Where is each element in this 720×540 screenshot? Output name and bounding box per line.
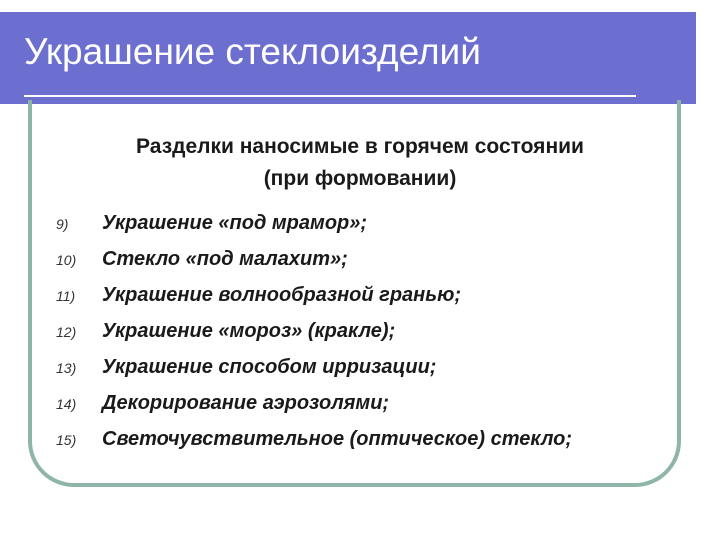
list-item (56, 314, 592, 350)
list-item (56, 350, 592, 386)
list-item-text: Светочувствительное (оптическое) стекло; (102, 428, 573, 450)
title-underline (24, 95, 636, 97)
list-item-number: 13) (56, 360, 77, 376)
list-item-number: 14) (56, 396, 77, 412)
list-item-number: 10) (56, 252, 77, 268)
list-item-number: 9) (56, 216, 69, 232)
list-item (56, 278, 592, 314)
slide-subtitle (60, 131, 660, 195)
list-item (56, 206, 592, 242)
list-item-text: Украшение «мороз» (кракле); (102, 320, 396, 342)
subtitle-line-2: (при формовании) (263, 167, 457, 190)
list-item-text: Украшение способом ирризации; (102, 356, 437, 378)
slide-title: Украшение стеклоизделий (24, 31, 481, 72)
list-item (56, 242, 592, 278)
decoration-list (56, 206, 592, 458)
list-item (56, 422, 592, 458)
list-item-number: 15) (56, 432, 77, 448)
subtitle-line-1: Разделки наносимые в горячем состоянии (136, 135, 584, 158)
list-item-text: Стекло «под малахит»; (102, 248, 348, 270)
list-item-text: Украшение волнообразной гранью; (102, 284, 462, 306)
list-item (56, 386, 592, 422)
list-item-number: 12) (56, 324, 77, 340)
list-item-text: Украшение «под мрамор»; (102, 212, 368, 234)
list-item-text: Декорирование аэрозолями; (102, 392, 390, 414)
list-item-number: 11) (56, 288, 76, 304)
